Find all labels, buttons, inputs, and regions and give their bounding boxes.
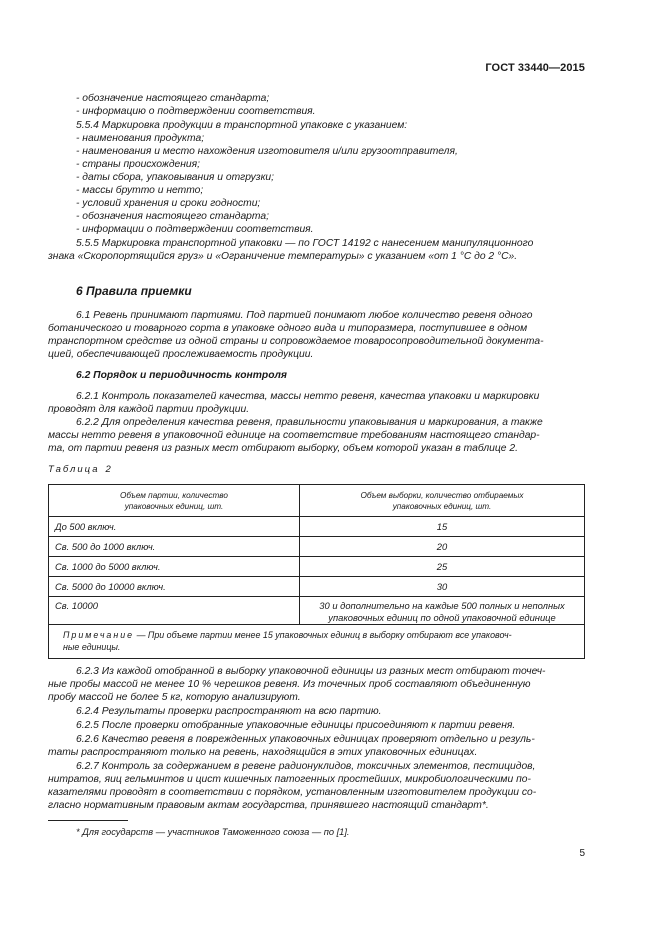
list-item: - массы брутто и нетто;: [76, 185, 204, 196]
clause-6-2-2-line: 6.2.2 Для определения качества ревеня, правильности упаковывания и маркирования, а также: [76, 417, 543, 428]
clause-6-2-2-line: та, от партии ревеня из разных мест отбирают выборку, объем которой указан в таблице 2.: [48, 443, 518, 454]
footnote-divider: [48, 820, 128, 821]
clause-5-5-5-line: 5.5.5 Маркировка транспортной упаковки — по ГОСТ 14192 с нанесением манипуляционного: [76, 238, 534, 249]
table-caption-number: 2: [105, 464, 111, 475]
clause-6-2-3-line: ные пробы массой не менее 10 % черешков ревеня. Из точечных проб составляют объединенную: [48, 679, 531, 690]
table-row: [49, 597, 585, 625]
lot-size-cell: Св. 10000: [49, 597, 300, 625]
sample-size-cell: 25: [300, 557, 585, 577]
list-item: - обозначения настоящего стандарта;: [76, 211, 269, 222]
footnote: * Для государств — участников Таможенного союза — по [1].: [76, 827, 350, 837]
list-item: - даты сбора, упаковывания и отгрузки;: [76, 172, 275, 183]
section-6-title: 6 Правила приемки: [76, 284, 192, 298]
page-number: 5: [579, 848, 585, 859]
list-item: - условий хранения и сроки годности;: [76, 198, 261, 209]
clause-6-1-line: цией, обеспечивающей прослеживаемость продукции.: [48, 349, 314, 360]
table-note-row: [49, 625, 585, 659]
clause-6-2-title: 6.2 Порядок и периодичность контроля: [76, 370, 287, 381]
sample-size-cell: 30: [300, 577, 585, 597]
table-row: [49, 557, 585, 577]
clause-6-2-3-line: 6.2.3 Из каждой отобранной в выборку упаковочной единицы из разных мест отбирают точеч-: [76, 666, 546, 677]
clause-6-2-1-line: проводят для каждой партии продукции.: [48, 404, 250, 415]
clause-6-2-6-line: таты распространяют только на ревень, находящийся в этих упаковочных единицах.: [48, 747, 478, 758]
sample-size-cell: 30 и дополнительно на каждые 500 полных и неполных упаковочных единиц по одной упаковочной единице: [300, 597, 585, 625]
clause-6-2-4: 6.2.4 Результаты проверки распространяют на всю партию.: [76, 706, 382, 717]
clause-5-5-5-line: знака «Скоропортящийся груз» и «Ограничение температуры» с указанием «от 1 °С до 2 °С».: [48, 251, 518, 262]
clause-6-1-line: ботанического и товарного сорта в упаковке одного вида и типоразмера, поступившее в одном: [48, 323, 528, 334]
table-header-row: [49, 485, 585, 517]
lot-size-cell: Св. 500 до 1000 включ.: [49, 537, 300, 557]
clause-6-2-2-line: массы нетто ревеня в упаковочной единице на соответствие требованиям настоящего стандар-: [48, 430, 540, 441]
note-text-cont: ные единицы.: [63, 642, 121, 652]
clause-6-1-line: 6.1 Ревень принимают партиями. Под партией понимают любое количество ревеня одного: [76, 310, 533, 321]
column-header-sample-size: Объем выборки, количество отбираемых упаковочных единиц, шт.: [300, 485, 585, 517]
list-item: - информации о подтверждении соответствия.: [76, 224, 314, 235]
clause-6-2-6-line: 6.2.6 Качество ревеня в поврежденных упаковочных единицах проверяют отдельно и резуль-: [76, 734, 535, 745]
table-2: [48, 484, 585, 659]
clause-5-5-4-title: 5.5.4 Маркировка продукции в транспортной упаковке с указанием:: [76, 120, 408, 131]
sample-size-cell: 20: [300, 537, 585, 557]
lot-size-cell: До 500 включ.: [49, 517, 300, 537]
list-item: - обозначение настоящего стандарта;: [76, 93, 270, 104]
table-note: [49, 625, 585, 659]
note-label: Примечание: [63, 630, 135, 640]
table-row: [49, 537, 585, 557]
clause-6-2-7-line: гласно нормативным правовым актам государства, принявшего настоящий стандарт*.: [48, 800, 489, 811]
standard-code: ГОСТ 33440—2015: [485, 62, 585, 74]
list-item: - страны происхождения;: [76, 159, 201, 170]
clause-6-1-line: транспортном средстве из одной страны и сопровождаемое товаросопроводительной документа-: [48, 336, 544, 347]
sample-size-cell: 15: [300, 517, 585, 537]
clause-6-2-7-line: 6.2.7 Контроль за содержанием в ревене радионуклидов, токсичных элементов, пестицидов,: [76, 761, 536, 772]
clause-6-2-7-line: казателями проводят в соответствии с порядком, установленным изготовителем продукции со-: [48, 787, 537, 798]
clause-6-2-5: 6.2.5 После проверки отобранные упаковочные единицы присоединяют к партии ревеня.: [76, 720, 516, 731]
lot-size-cell: Св. 5000 до 10000 включ.: [49, 577, 300, 597]
list-item: - наименования и место нахождения изготовителя и/или грузоотправителя,: [76, 146, 458, 157]
table-row: [49, 517, 585, 537]
table-caption: [48, 464, 111, 475]
clause-6-2-1-line: 6.2.1 Контроль показателей качества, массы нетто ревеня, качества упаковки и маркировки: [76, 391, 540, 402]
table-caption-word: Таблица: [48, 464, 100, 475]
clause-6-2-3-line: пробу массой не более 5 кг, которую анализируют.: [48, 692, 301, 703]
list-item: - информацию о подтверждении соответствия.: [76, 106, 316, 117]
list-item: - наименования продукта;: [76, 133, 205, 144]
note-text: — При объеме партии менее 15 упаковочных единиц в выборку отбирают все упаковоч-: [134, 630, 512, 640]
clause-6-2-7-line: нитратов, яиц гельминтов и цист кишечных патогенных простейших, микробиологическими по-: [48, 774, 531, 785]
column-header-lot-size: Объем партии, количество упаковочных единиц, шт.: [49, 485, 300, 517]
lot-size-cell: Св. 1000 до 5000 включ.: [49, 557, 300, 577]
table-row: [49, 577, 585, 597]
